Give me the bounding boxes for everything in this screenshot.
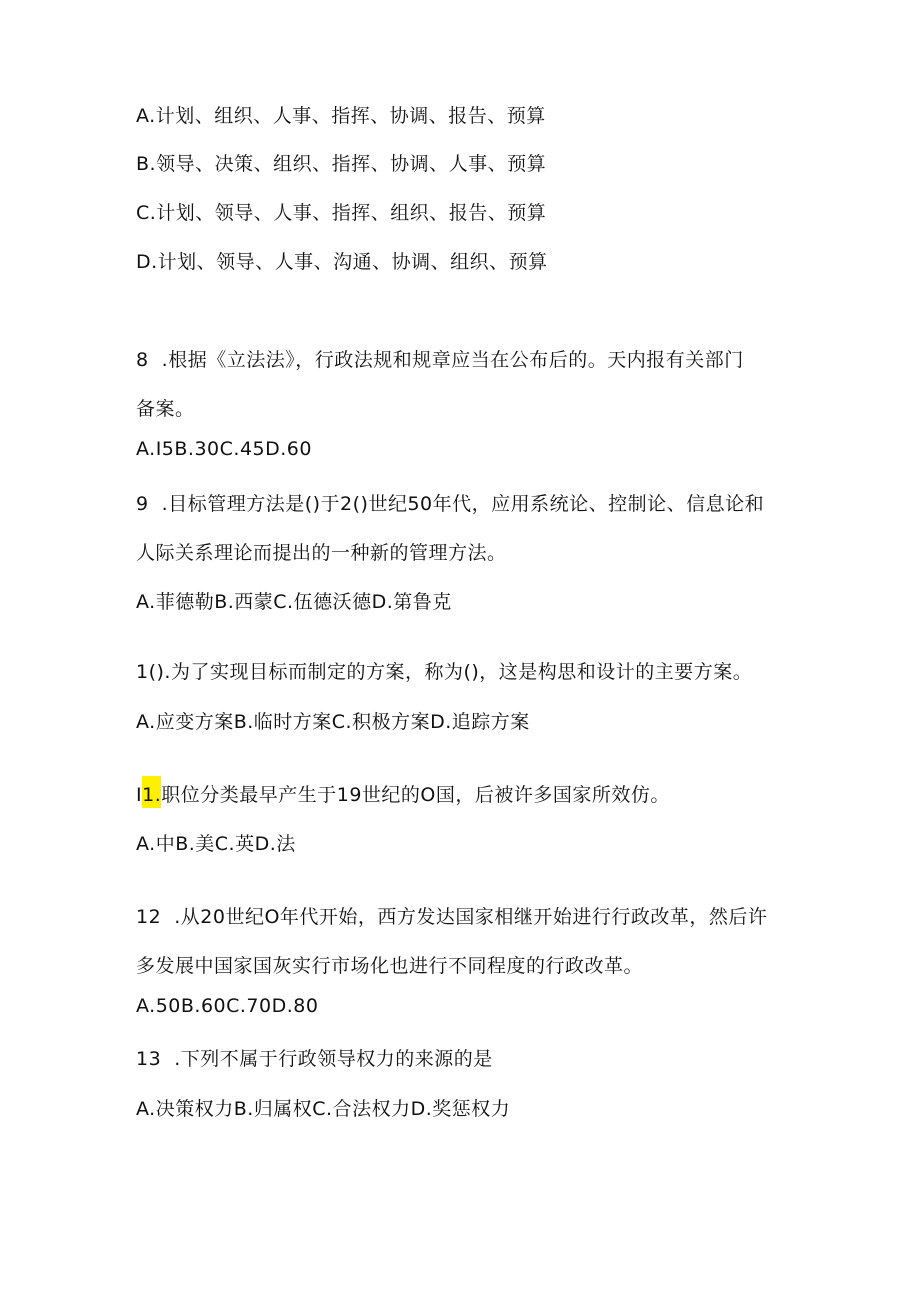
- question-stem-text: 职位分类最早产生于19世纪的O国，后被许多国家所效仿。: [161, 784, 670, 806]
- highlighted-number: 1.: [142, 776, 161, 808]
- option-d: D.计划、领导、人事、沟通、协调、组织、预算: [136, 251, 548, 273]
- question-stem-continued: 人际关系理论而提出的一种新的管理方法。: [136, 542, 507, 564]
- option-b: B.领导、决策、组织、指挥、协调、人事、预算: [136, 153, 547, 175]
- question-options: A.应变方案B.临时方案C.积极方案D.追踪方案: [136, 711, 530, 733]
- question-options: A.中B.美C.英D.法: [136, 833, 296, 855]
- question-stem-continued: 多发展中国家国灰实行市场化也进行不同程度的行政改革。: [136, 955, 644, 977]
- question-stem: 1().为了实现目标而制定的方案，称为()，这是构思和设计的主要方案。: [136, 661, 753, 683]
- question-stem: 9 .目标管理方法是()于2()世纪50年代，应用系统论、控制论、信息论和: [136, 493, 765, 515]
- question-number-prefix: I: [136, 784, 143, 806]
- option-c: C.计划、领导、人事、指挥、组织、报告、预算: [136, 202, 547, 224]
- option-a: A.计划、组织、人事、指挥、协调、报告、预算: [136, 105, 546, 127]
- question-options: A.50B.60C.70D.80: [136, 995, 319, 1017]
- question-options: A.决策权力B.归属权C.合法权力D.奖惩权力: [136, 1098, 511, 1120]
- question-stem: [136, 783, 670, 807]
- question-stem-continued: 备案。: [136, 398, 195, 420]
- question-stem: 13 .下列不属于行政领导权力的来源的是: [136, 1048, 493, 1070]
- question-stem: 8 .根据《立法法》，行政法规和规章应当在公布后的。天内报有关部门: [136, 349, 744, 371]
- question-options: A.I5B.30C.45D.60: [136, 438, 312, 460]
- question-options: A.菲德勒B.西蒙C.伍德沃德D.第鲁克: [136, 591, 452, 613]
- question-stem: 12 .从20世纪O年代开始，西方发达国家相继开始进行行政改革，然后许: [136, 906, 768, 928]
